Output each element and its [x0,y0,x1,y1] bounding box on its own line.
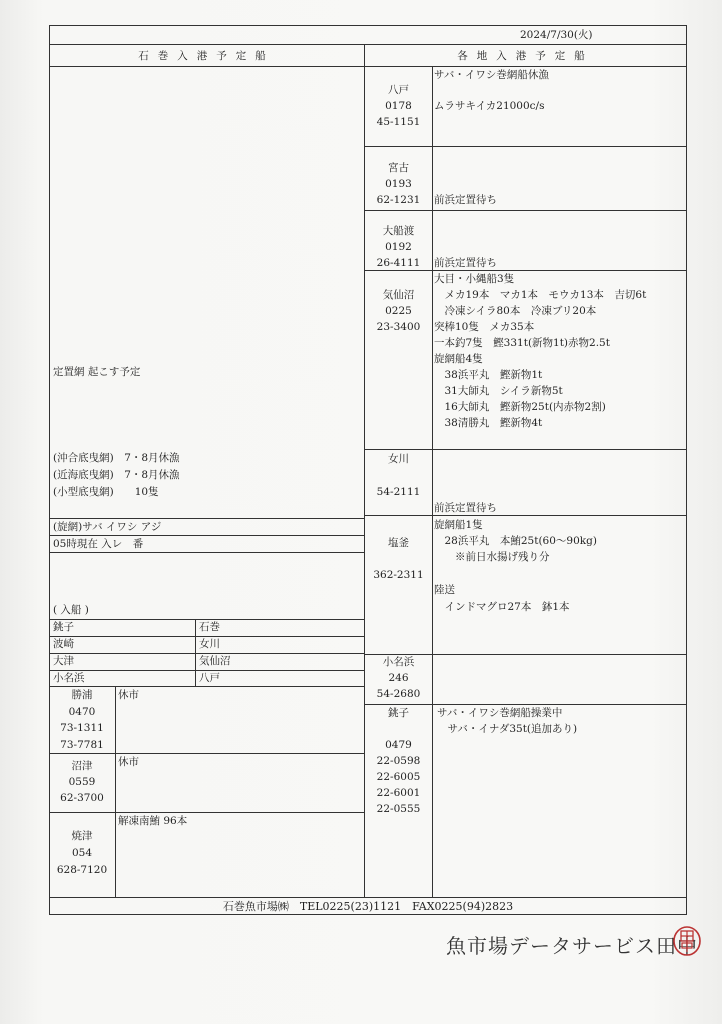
hachinohe-note-1: サバ・イワシ巻網船休漁 [434,69,549,81]
purse-seine-time: 05時現在 入レ 番 [53,538,144,550]
kesennuma-note: メカ19本 マカ1本 モウカ13本 吉切6t [434,289,647,301]
signature: 魚市場データサービス田中 [446,934,698,958]
ofunato-name: 大船渡 [382,225,415,237]
hachinohe-name: 八戸 [388,84,409,96]
numazu-phone: 62-3700 [60,792,104,804]
kesennuma-note: 16大師丸 鰹新物25t(内赤物2割) [434,401,606,413]
kesennuma-note: 38浜平丸 鰹新物1t [434,369,543,381]
port-onagawa: 女川 [199,638,220,650]
miyako-phone: 62-1231 [376,194,421,206]
katsuura-phone-1: 73-1311 [60,722,104,734]
yaizu-area-code: 054 [71,847,93,859]
miyako-area-code: 0193 [385,178,412,190]
choshi-name: 銚子 [388,707,409,719]
kesennuma-note: 旋網船4隻 [434,353,483,365]
shiogama-name: 塩釜 [388,537,409,549]
onahama-phone: 54-2680 [376,688,421,700]
kesennuma-name: 気仙沼 [382,289,415,301]
kesennuma-note: 大目・小縄船3隻 [434,273,515,285]
kesennuma-note: 38清勝丸 鰹新物4t [434,417,543,429]
numazu-area-code: 0559 [68,776,96,788]
katsuura-note: 休市 [118,689,139,701]
report-date: 2024/7/30(火) [520,29,593,41]
miyako-name: 宮古 [388,162,409,174]
seal-stamp [672,925,702,957]
right-header: 各地入港予定船 [457,50,594,62]
teichi-note: 定置網 起こす予定 [53,366,141,378]
ofunato-phone: 26-4111 [376,257,421,269]
choshi-note-1: サバ・イワシ巻網船操業中 [437,707,563,719]
trawl-coastal: (近海底曳網) 7・8月休漁 [53,469,180,481]
shiogama-note: ※前日水揚げ残り分 [434,551,550,563]
choshi-phone-1: 22-0598 [376,755,421,767]
yaizu-phone: 628-7120 [56,864,108,876]
choshi-area-code: 0479 [385,739,412,751]
port-hasaki: 波崎 [53,638,74,650]
onagawa-phone: 54-2111 [376,486,421,498]
port-hachinohe: 八戸 [199,672,220,684]
arrival-label: ( 入船 ) [53,604,89,616]
shiogama-note: インドマグロ27本 鉢1本 [434,601,570,613]
katsuura-area-code: 0470 [68,706,96,718]
kesennuma-note: 一本釣7隻 鰹331t(新物1t)赤物2.5t [434,337,610,349]
katsuura-name: 勝浦 [71,689,93,701]
hachinohe-area-code: 0178 [385,100,412,112]
onagawa-note: 前浜定置待ち [434,502,497,514]
shiogama-note: 旋網船1隻 [434,519,483,531]
shiogama-phone: 362-2311 [373,569,424,581]
shiogama-note: 28浜平丸 本鮪25t(60〜90kg) [434,535,597,547]
katsuura-phone-2: 73-7781 [60,739,104,751]
kesennuma-phone: 23-3400 [376,321,421,333]
onahama-area-code: 246 [388,672,409,684]
port-ishinomaki: 石巻 [199,621,220,633]
trawl-small: (小型底曳網) 10隻 [53,486,159,498]
port-choshi: 銚子 [53,621,74,633]
numazu-name: 沼津 [71,760,93,772]
ofunato-note: 前浜定置待ち [434,257,497,269]
purse-seine-species: (旋網)サバ イワシ アジ [53,521,162,533]
hachinohe-note-2: ムラサキイカ21000c/s [434,100,545,112]
ofunato-area-code: 0192 [385,241,412,253]
miyako-note: 前浜定置待ち [434,194,497,206]
choshi-note-2: サバ・イナダ35t(追加あり) [437,723,578,735]
shiogama-note: 陸送 [434,584,455,596]
yaizu-note: 解凍南鮪 96本 [118,815,188,827]
kesennuma-note: 冷凍シイラ80本 冷凍ブリ20本 [434,305,597,317]
onahama-name: 小名浜 [382,656,415,668]
footer-contact: 石巻魚市場㈱ TEL0225(23)1121 FAX0225(94)2823 [222,900,514,913]
kesennuma-area-code: 0225 [385,305,412,317]
choshi-phone-4: 22-0555 [376,803,421,815]
hachinohe-phone: 45-1151 [376,116,421,128]
kesennuma-note: 突棒10隻 メカ35本 [434,321,535,333]
trawl-offshore: (沖合底曳網) 7・8月休漁 [53,452,180,464]
numazu-note: 休市 [118,756,139,768]
kesennuma-note: 31大師丸 シイラ新物5t [434,385,563,397]
left-header: 石巻入港予定船 [138,50,275,62]
port-kesennuma: 気仙沼 [199,655,231,667]
port-otsu: 大津 [53,655,74,667]
onagawa-name: 女川 [388,453,409,465]
port-onahama: 小名浜 [53,672,85,684]
yaizu-name: 焼津 [71,830,93,842]
choshi-phone-3: 22-6001 [376,787,421,799]
choshi-phone-2: 22-6005 [376,771,421,783]
